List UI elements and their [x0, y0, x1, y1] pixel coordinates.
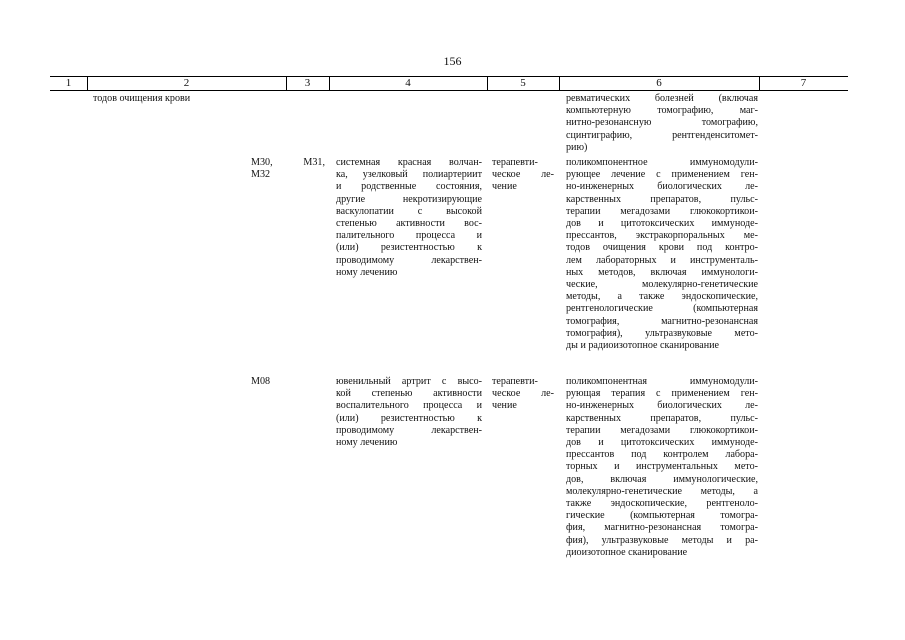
text-line: томография, магнитно-резонансная — [566, 315, 758, 327]
text-line: поликомпонентная иммуномодули- — [566, 376, 758, 387]
text-line: карственных препаратов, пульс- — [566, 193, 758, 205]
icd-codes — [251, 157, 325, 181]
page-number: 156 — [443, 54, 462, 68]
text-line: ревматических болезней (включая — [566, 93, 758, 104]
text-line: торных и инструментальных мето- — [566, 461, 758, 473]
column-number: 1 — [65, 77, 72, 89]
text-line: прессантов, экстракорпоральных ме- — [566, 230, 758, 242]
text-line: дов, включая иммунологические, — [566, 473, 758, 485]
text-line: системная красная волчан- — [336, 157, 482, 168]
text-line: фия), ультразвуковые методы и ра- — [566, 534, 758, 546]
text-line: терапии мегадозами глюкокортикои- — [566, 424, 758, 436]
text-line: рующая терапия с применением ген- — [566, 388, 758, 400]
text-line: ному лечению — [336, 266, 398, 278]
text-line: проводимому лекарствен- — [336, 254, 482, 266]
text-line: диоизотопное сканирование — [566, 546, 688, 558]
text-line: ческие, молекулярно-генетические — [566, 279, 758, 291]
text-line: (или) резистентностью к — [336, 242, 482, 254]
text-line: компьютерную томографию, маг- — [566, 105, 758, 117]
text-line: степенью активности вос- — [336, 218, 482, 230]
text-line: лем лабораторных и инструменталь- — [566, 254, 758, 266]
text-line: ных методов, включая иммунологи- — [566, 266, 758, 278]
text-line: М32 — [251, 169, 271, 181]
text-line: проводимому лекарствен- — [336, 424, 482, 436]
column-number-row — [50, 77, 848, 90]
text-line: ческое ле- — [492, 388, 554, 400]
text-line: (или) резистентностью к — [336, 412, 482, 424]
text-line: ды и радиоизотопное сканирование — [566, 340, 720, 352]
text-line: прессантов под контролем лабора- — [566, 449, 758, 461]
text-line: но-инженерных биологических ле- — [566, 400, 758, 412]
treatment-type-text — [492, 157, 554, 194]
column-number: 6 — [656, 77, 662, 89]
treatment-type-text — [492, 376, 554, 413]
text-line: тодов очищения крови под контро- — [566, 242, 758, 254]
text-line: гические (компьютерная томогра- — [566, 510, 758, 522]
text-line: М30, М31, — [251, 157, 325, 168]
text-line: ювенильный артрит с высо- — [336, 376, 482, 387]
text-line: М08 — [251, 376, 271, 387]
text-line: кой степенью активности — [336, 388, 482, 400]
text-line: сцинтиграфию, рентгенденситомет- — [566, 129, 758, 141]
text-line: рентгенологические (компьютерная — [566, 303, 758, 315]
table-header-bottom-rule — [50, 90, 848, 91]
column-number: 5 — [520, 77, 526, 89]
text-line: чение — [492, 181, 517, 193]
text-line: карственных препаратов, пульс- — [566, 412, 758, 424]
treatment-method-text — [566, 376, 758, 559]
text-line: поликомпонентное иммуномодули- — [566, 157, 758, 168]
icd-codes — [251, 376, 325, 388]
text-line: томография), ультразвуковые мето- — [566, 327, 758, 339]
text-line: методы, а также эндоскопические, — [566, 291, 758, 303]
text-line: палительного процесса и — [336, 230, 482, 242]
text-line: ка, узелковый полиартериит — [336, 169, 482, 181]
text-line: фия, магнитно-резонансная томогра- — [566, 522, 758, 534]
text-line: ческое ле- — [492, 169, 554, 181]
text-line: другие некротизирующие — [336, 193, 482, 205]
text-line: нитно-резонансную томографию, — [566, 117, 758, 129]
text-line: терапии мегадозами глюкокортикои- — [566, 205, 758, 217]
text-line: дов и цитотоксических иммуноде- — [566, 437, 758, 449]
continuation-procedure-text — [93, 93, 243, 105]
column-number: 3 — [304, 77, 311, 89]
treatment-method-text — [566, 157, 758, 352]
continuation-method-text — [566, 93, 758, 154]
text-line: молекулярно-генетические методы, а — [566, 485, 758, 497]
text-line: воспалительного процесса и — [336, 400, 482, 412]
diagnosis-text — [336, 157, 482, 279]
text-line: но-инженерных биологических ле- — [566, 181, 758, 193]
text-line: рующее лечение с применением ген- — [566, 169, 758, 181]
text-line: чение — [492, 400, 517, 412]
text-line: терапевти- — [492, 157, 538, 168]
text-line: и родственные состояния, — [336, 181, 482, 193]
text-line: ному лечению — [336, 437, 398, 449]
text-line: дов и цитотоксических иммуноде- — [566, 218, 758, 230]
text-line: тодов очищения крови — [93, 93, 191, 104]
column-number: 7 — [800, 77, 807, 89]
column-number: 2 — [183, 77, 190, 89]
diagnosis-text — [336, 376, 482, 449]
text-line: васкулопатии с высокой — [336, 205, 482, 217]
text-line: также эндоскопические, рентгеноло- — [566, 498, 758, 510]
text-line: терапевти- — [492, 376, 538, 387]
column-number: 4 — [405, 77, 411, 89]
text-line: рию) — [566, 141, 588, 153]
